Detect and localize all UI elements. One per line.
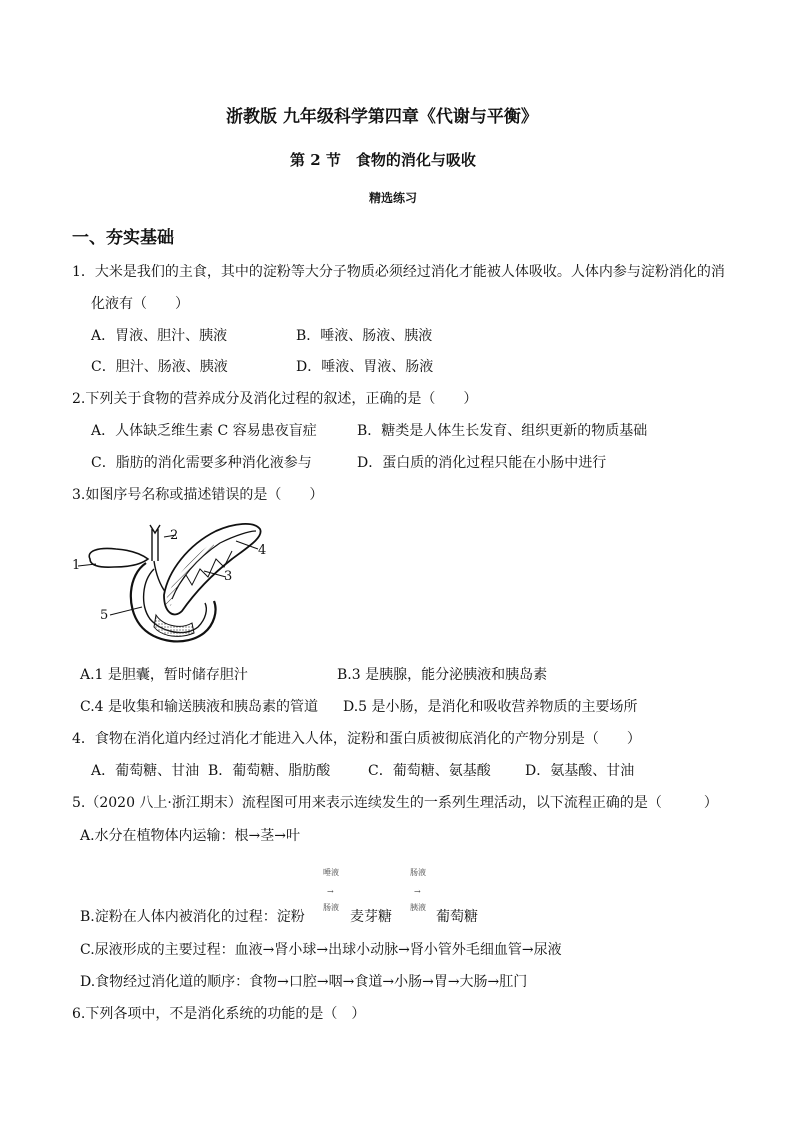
arrow2-top-label: 肠液 bbox=[410, 868, 426, 877]
q4-option-d: D．氨基酸、甘油 bbox=[525, 763, 635, 779]
q2-option-a: A．人体缺乏维生素 C 容易患夜盲症 bbox=[91, 423, 317, 439]
q1-option-d: D．唾液、胃液、肠液 bbox=[296, 359, 434, 375]
small-intestine-shape bbox=[154, 615, 194, 636]
arrow1-glyph: → bbox=[327, 887, 334, 896]
q4-option-a: A．葡萄糖、甘油 bbox=[91, 763, 200, 779]
q3-option-d: D.5 是小肠，是消化和吸收营养物质的主要场所 bbox=[343, 699, 638, 715]
figure-label-1: 1 bbox=[72, 558, 81, 573]
figure-label-5: 5 bbox=[100, 608, 109, 623]
q5-stem: 5.（2020 八上·浙江期末）流程图可用来表示连续发生的一系列生理活动，以下流程正确的是（ ） bbox=[72, 795, 718, 811]
figure-label-2: 2 bbox=[170, 528, 179, 543]
q3-option-b: B.3 是胰腺，能分泌胰液和胰岛素 bbox=[337, 667, 548, 683]
q4-stem: 4．食物在消化道内经过消化才能进入人体，淀粉和蛋白质被彻底消化的产物分别是（ ） bbox=[72, 731, 641, 747]
q5-option-a: A.水分在植物体内运输：根→茎→叶 bbox=[80, 828, 301, 844]
q3-stem: 3.如图序号名称或描述错误的是（ ） bbox=[72, 487, 324, 503]
arrow1-bottom-label: 肠液 bbox=[323, 903, 339, 912]
q1-stem-line2: 化液有（ ） bbox=[91, 296, 189, 312]
exercise-tag: 精选练习 bbox=[369, 191, 418, 205]
q5-option-b-mid: 麦芽糖 bbox=[350, 909, 392, 925]
arrow1-top-label: 唾液 bbox=[323, 868, 339, 877]
figure-label-3: 3 bbox=[224, 569, 233, 584]
bile-duct-shape bbox=[150, 525, 160, 561]
q1-stem-line1: 1．大米是我们的主食，其中的淀粉等大分子物质必须经过消化才能被人体吸收。人体内参与淀粉消化的消 bbox=[72, 264, 725, 280]
q2-option-c: C．脂肪的消化需要多种消化液参与 bbox=[91, 455, 312, 471]
q4-option-b: B．葡萄糖、脂肪酸 bbox=[208, 763, 331, 779]
q3-option-c: C.4 是收集和输送胰液和胰岛素的管道 bbox=[80, 699, 319, 715]
section-subtitle: 第 2 节 食物的消化与吸收 bbox=[290, 151, 476, 169]
q2-option-b: B．糖类是人体生长发育、组织更新的物质基础 bbox=[357, 423, 648, 439]
arrow2-bottom-label: 胰液 bbox=[410, 903, 426, 912]
arrow2-glyph: → bbox=[414, 887, 421, 896]
q5-option-d: D.食物经过消化道的顺序：食物→口腔→咽→食道→小肠→胃→大肠→肛门 bbox=[80, 974, 528, 990]
gallbladder-shape bbox=[89, 548, 148, 567]
q2-option-d: D．蛋白质的消化过程只能在小肠中进行 bbox=[357, 455, 607, 471]
q5-option-b-end: 葡萄糖 bbox=[436, 909, 478, 925]
q2-stem: 2.下列关于食物的营养成分及消化过程的叙述，正确的是（ ） bbox=[72, 391, 478, 407]
q1-option-c: C．胆汁、肠液、胰液 bbox=[91, 359, 228, 375]
pancreas-shape bbox=[164, 524, 261, 615]
document-title: 浙教版 九年级科学第四章《代谢与平衡》 bbox=[226, 107, 538, 127]
q3-option-a: A.1 是胆囊，暂时储存胆汁 bbox=[80, 667, 248, 683]
q5-option-c: C.尿液形成的主要过程：血液→肾小球→出球小动脉→肾小管外毛细血管→尿液 bbox=[80, 942, 562, 958]
q4-option-c: C．葡萄糖、氨基酸 bbox=[368, 763, 491, 779]
q1-option-b: B．唾液、肠液、胰液 bbox=[296, 328, 433, 344]
q6-stem: 6.下列各项中，不是消化系统的功能的是（ ） bbox=[72, 1006, 366, 1022]
section-heading: 一、夯实基础 bbox=[72, 228, 174, 248]
q1-option-a: A．胃液、胆汁、胰液 bbox=[91, 328, 228, 344]
figure-label-4: 4 bbox=[258, 543, 267, 558]
digestive-organs-figure bbox=[68, 515, 268, 665]
q5-option-b-prefix: B.淀粉在人体内被消化的过程：淀粉 bbox=[80, 909, 305, 925]
